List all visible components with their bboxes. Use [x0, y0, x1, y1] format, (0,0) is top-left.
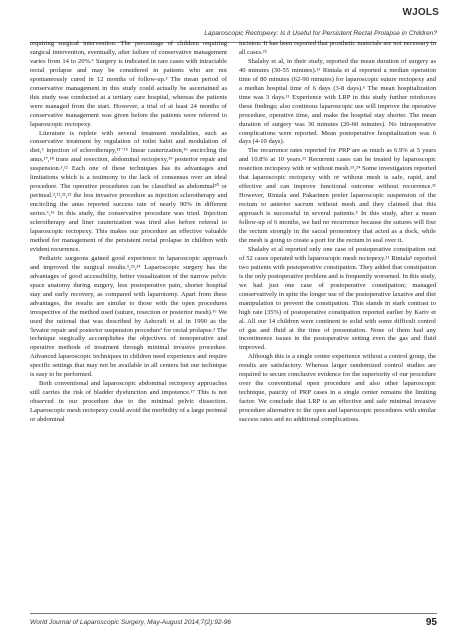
running-title: Laparoscopic Rectopexy: Is it Useful for Persistent Rectal Prolapse in Children? — [204, 30, 437, 37]
paragraph: requiring surgical intervention. The percentage of children requiring surgical intervention, eventually, after failure of conservative management varies from 14 to 20%.⁶ Surgery is indicated in rare cases with intractable rectal prolapse and may be considered in patients who are not spontaneously cured in 12 months of follow-up.³ The mean period of conservative management in this study could actually be ascertained as this study was conducted at a tertiary care hospital, whereas the patients were managed from the start. However, a trial of at least 24 months of conservative management was given before the patients were referred to laparoscopic rectopexy. — [30, 40, 227, 128]
paragraph: Although this is a single center experience without a control group, the results are satisfactory. Whereas larger randomized control studies are required to secure conclusive evidence for the superiority of our procedure over the conventional open procedure and also other laparoscopic technique, paucity of PRP cases in a single center remains the limiting factor. We conclude that LRP is an effective and safe minimal invasive procedure alternative to the open and laparoscopic procedures with similar success rates and no additional complications. — [239, 353, 436, 424]
paragraph: Shalaby et al reported only one case of postoperative constipation out of 52 cases operated with laparoscopic mesh rectopexy.¹¹ Rintala⁵ reported two patients with postoperative constipation. They added that constipation is the only postoperative problem and is frequently worsened. In this study, we had just one case of postoperative constipation; managed conservatively in spite the longer use of the postoperative laxative and diet manipulation to prevent the constipation. This stands in stark contrast to high rate (35%) of postoperative constipation reported earlier by Kariv et al. All our 14 children were continent to solid with some difficult control of gas and fluid at the time of presentation. None of them had any incontinence issues in the postoperative setting even the gas and fluid improved. — [239, 245, 436, 352]
page-footer — [30, 613, 437, 628]
page-number: 95 — [425, 617, 437, 628]
paragraph: Literature is replete with several treatment modalities, such as conservative treatment by regulation of toilet habit and modulation of diet,⁶ injection of sclerotherapy,¹³⁻¹⁵ linear cauterization,¹⁶ encircling the anus,¹⁷,¹⁸ trans anal resection, abdominal rectopexy,¹⁹ posterior repair and suspension.³,¹² Each one of these techniques has its advantages and limitations which is a testimony to the lack of consensus over an ideal procedure. The operative procedures can be classified as abdominal²⁰ or perineal.³,¹²,²¹,²² the less invasive procedure as injection sclerotherapy and encircling the anus reported success rate of nearly 90% in different series.⁶,¹⁵ In this study, the conservative procedure was tried. Injection sclerotherapy and liner cauterization was tried also before referral to laparoscopic rectopexy. This makes our procedure an effective valuable method for management of the persistent rectal prolapse in children with evident recurrence. — [30, 129, 227, 253]
journal-tag: WJOLS — [402, 7, 439, 18]
paragraph: Pediatric surgeons gained good experience in laparoscopic approach and improved the surgical results.⁵,²³,²⁴ Laparoscopic surgery has the advantages of good accessibility, better visualization of the narrow pelvic space anatomy during surgery, less postoperative pain, shorter hospital stay and early recovery, as compared with laparotomy. Apart from these advantages, the results are similar to those with the open procedures irrespective of the method used (suture, resection or posterior mesh).¹⁶ We used the rational that was described by Ashcraft et al in 1990 as the 'levator repair and posterior suspension procedure' for rectal prolapse.³ The technique surgically accomplishes the objectives of nonoperative and operative methods of treatment through minimal invasive procedure. Advanced laparoscopic techniques in children need experience and require specific settings that may not be available in all centers but our technique is easy to be performed. — [30, 254, 227, 379]
footer-journal-citation: World Journal of Laparoscopic Surgery, May-August 2014;7(2):92-96 — [30, 619, 232, 626]
left-column — [30, 40, 227, 612]
paragraph: The recurrence rates reported for PRP are as much as 6.9% at 5 years and 10.8% at 10 years.¹¹ Recurrent cases can be treated by laparoscopic resection rectopexy with or without mesh.¹⁵,²⁴ Some investigators reported that laparoscopic rectopexy with or without mesh is safe, rapid, and effective and can improve functional outcome without recurrence.²¹ However, Rintala and Pakarinen prefer laparoscopic suspension of the rectum to anterior sacrum without mesh and they claimed that this approach is successful in several patients.⁵ In this study, after a mean follow-up of 6 months, we had no recurrence because the sutures will fixe the rectum strongly in the sacral promontory that acted as a dock, while the mesh is going to create a port for the rectum to seal over it. — [239, 147, 436, 244]
paragraph: Shalaby et al, in their study, reported the mean duration of surgery as 40 minutes (30-55 minutes).¹¹ Rintala et al reported a median operation time of 80 minutes (62-90 minutes) for laparoscopic suture rectopexy and a median hospital time of 6 days (3-8 days).⁵ The mean hospitalization time was 3 days.¹¹ Experience with LRP in this study further reinforces these findings; also continous laparoscopic use will improve the operative procedure, operative time, and make the hospital stay shorter. The mean duration of surgery was 30 minutes (20-60 minutes). No intraoperative complications were reported. Mean postoperative hospitalization was 6 days (4-10 days). — [239, 57, 436, 146]
paragraph: incision. It has been reported that prosthetic materials are not necessary in all cases.²⁵ — [239, 40, 436, 56]
paragraph: Both conventional and laparoscopic abdominal rectopexy approaches still carries the risk of bladder dysfunction and impotence.¹⁷ This is not observed in our procedure due to the minimal pelvic dissection. Laparoscopic mesh rectopexy could avoid the morbidity of a large perineal or abdominal — [30, 380, 227, 424]
body-columns — [30, 40, 437, 612]
right-column — [239, 40, 436, 612]
